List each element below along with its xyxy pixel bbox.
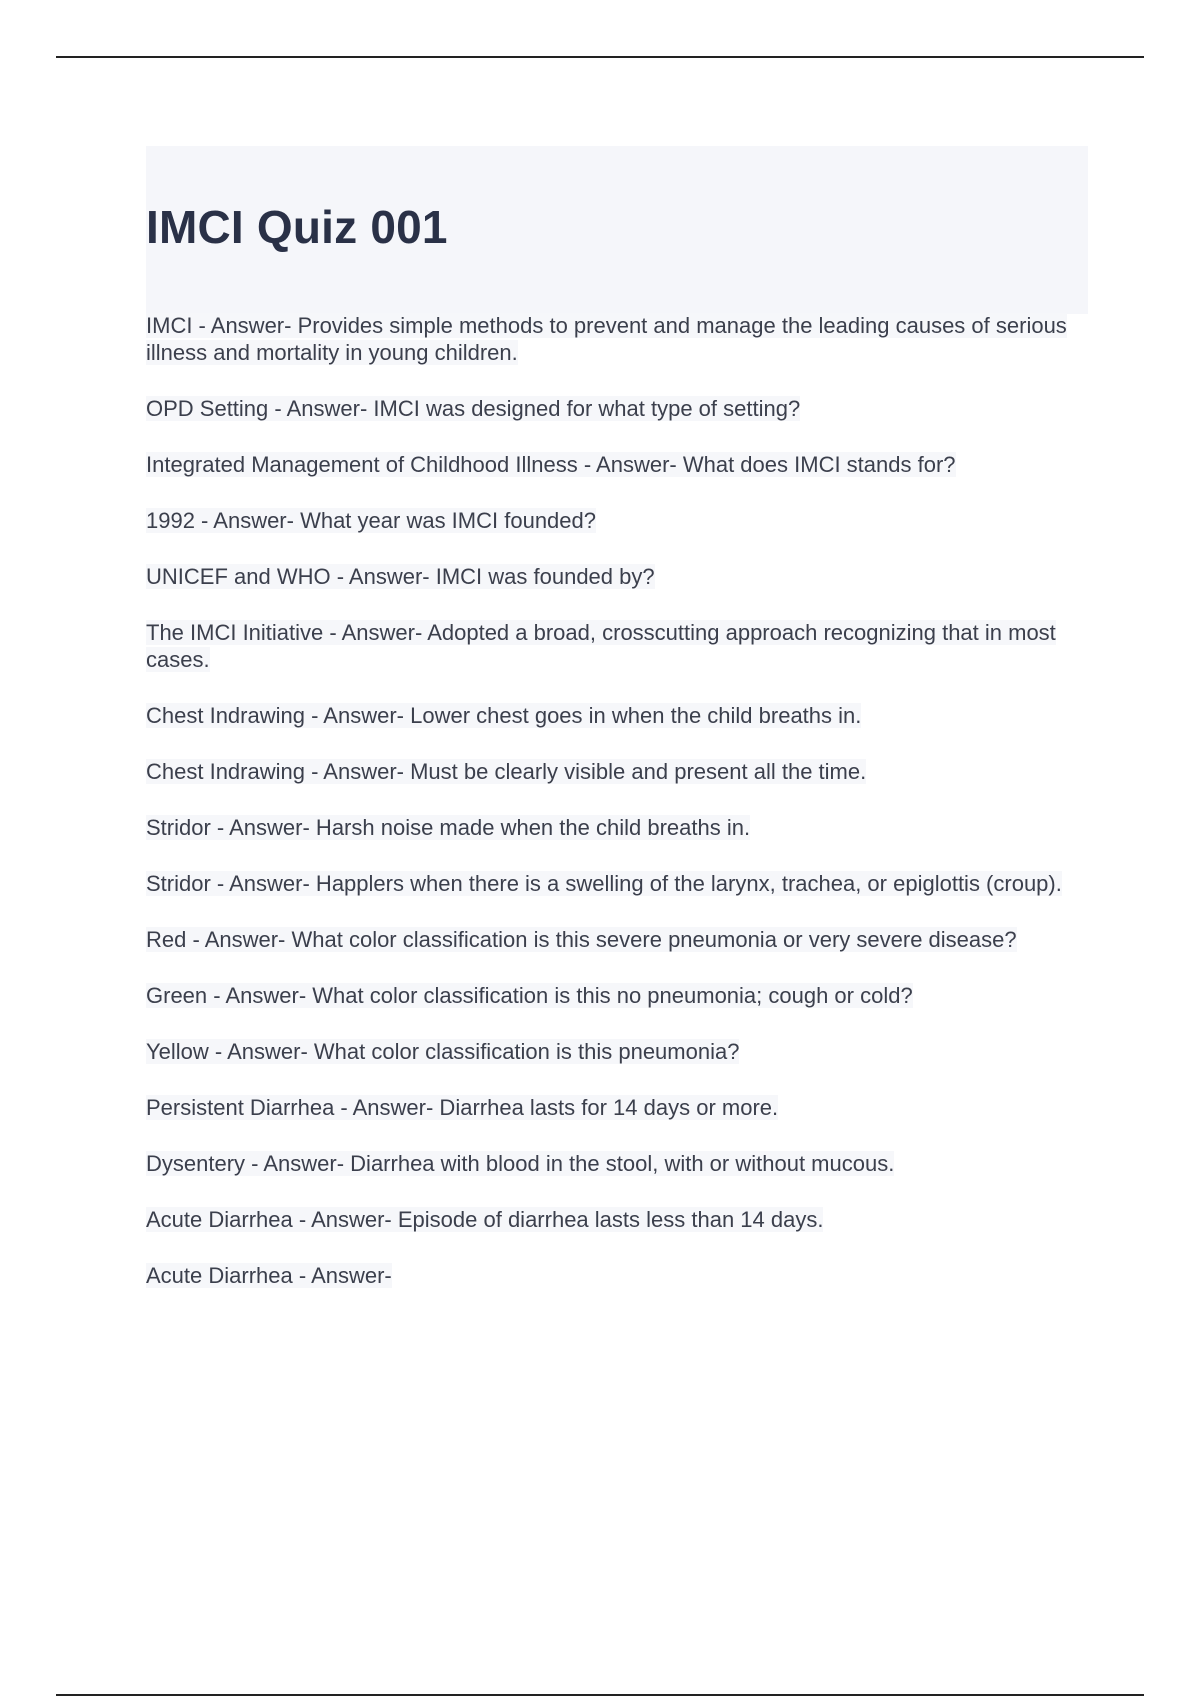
qa-text: Integrated Management of Childhood Illness - Answer- What does IMCI stands for?	[146, 452, 956, 477]
qa-item	[146, 702, 1088, 729]
qa-text: UNICEF and WHO - Answer- IMCI was founded by?	[146, 564, 655, 589]
qa-item	[146, 312, 1088, 366]
top-rule	[56, 56, 1144, 58]
qa-item	[146, 1262, 1088, 1289]
page-title: IMCI Quiz 001	[146, 201, 448, 253]
qa-text: Chest Indrawing - Answer- Must be clearly visible and present all the time.	[146, 759, 867, 784]
qa-item	[146, 758, 1088, 785]
qa-text: Persistent Diarrhea - Answer- Diarrhea lasts for 14 days or more.	[146, 1095, 779, 1120]
qa-item	[146, 926, 1088, 953]
qa-text: Acute Diarrhea - Answer- Episode of diarrhea lasts less than 14 days.	[146, 1207, 824, 1232]
qa-text: Stridor - Answer- Happlers when there is a swelling of the larynx, trachea, or epiglottis (croup).	[146, 871, 1062, 896]
qa-item	[146, 982, 1088, 1009]
qa-text: Yellow - Answer- What color classification is this pneumonia?	[146, 1039, 740, 1064]
qa-text: Chest Indrawing - Answer- Lower chest goes in when the child breaths in.	[146, 703, 862, 728]
qa-item	[146, 1094, 1088, 1121]
qa-item	[146, 395, 1088, 422]
qa-text: IMCI - Answer- Provides simple methods to prevent and manage the leading causes of serious illness and mortality in young children.	[146, 313, 1067, 365]
qa-item	[146, 1206, 1088, 1233]
qa-item	[146, 814, 1088, 841]
qa-list	[146, 312, 1088, 1318]
qa-text: The IMCI Initiative - Answer- Adopted a broad, crosscutting approach recognizing that in most cases.	[146, 620, 1056, 672]
qa-text: 1992 - Answer- What year was IMCI founded?	[146, 508, 596, 533]
qa-text: Stridor - Answer- Harsh noise made when the child breaths in.	[146, 815, 751, 840]
qa-item	[146, 451, 1088, 478]
qa-text: Dysentery - Answer- Diarrhea with blood in the stool, with or without mucous.	[146, 1151, 895, 1176]
qa-text: Red - Answer- What color classification is this severe pneumonia or very severe disease?	[146, 927, 1017, 952]
bottom-rule	[56, 1694, 1144, 1696]
qa-item	[146, 1150, 1088, 1177]
qa-item	[146, 507, 1088, 534]
qa-item	[146, 1038, 1088, 1065]
qa-item	[146, 563, 1088, 590]
qa-text: Acute Diarrhea - Answer-	[146, 1263, 392, 1288]
qa-text: OPD Setting - Answer- IMCI was designed for what type of setting?	[146, 396, 801, 421]
qa-item	[146, 870, 1088, 897]
qa-text: Green - Answer- What color classification is this no pneumonia; cough or cold?	[146, 983, 913, 1008]
qa-item	[146, 619, 1088, 673]
